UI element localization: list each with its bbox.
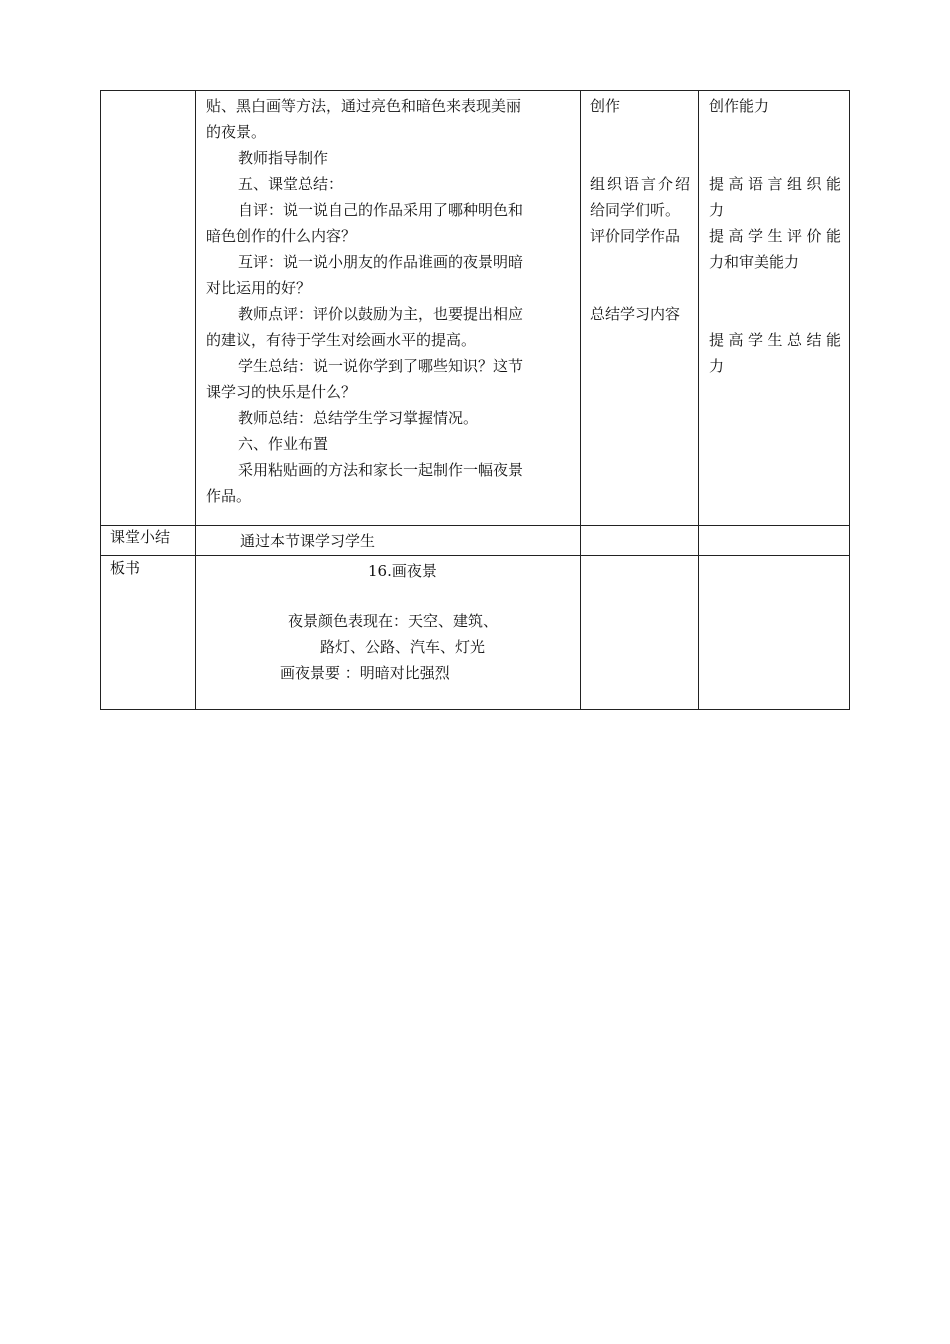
board-line-objects: 路灯、公路、汽车、灯光: [320, 638, 486, 656]
lesson-paragraph-line: 六、作业布置: [238, 435, 329, 453]
lesson-paragraph-line: 作品。: [206, 487, 252, 505]
lesson-paragraph-line: 的建议，有待于学生对绘画水平的提高。: [206, 331, 477, 349]
lesson-paragraph-line: 自评：说一说自己的作品采用了哪种明色和: [238, 201, 524, 219]
table-border-top: [100, 90, 850, 91]
table-border-right: [849, 90, 850, 710]
row-divider-board: [100, 555, 850, 556]
board-line-colors: 夜景颜色表现在：天空、建筑、: [288, 612, 499, 630]
lesson-paragraph-line: 暗色创作的什么内容？: [206, 227, 357, 245]
lesson-paragraph-line: 学生总结：说一说你学到了哪些知识？这节: [238, 357, 524, 375]
intent-evaluation-line1: 提高学生评价能: [709, 227, 841, 245]
activity-create: 创作: [590, 97, 621, 115]
lesson-paragraph-line: 五、课堂总结：: [238, 175, 344, 193]
summary-content: 通过本节课学习学生: [240, 532, 376, 550]
lesson-paragraph-line: 对比运用的好？: [206, 279, 312, 297]
activity-introduce-line2: 给同学们听。: [590, 201, 681, 219]
intent-language-line2: 力: [709, 201, 725, 219]
column-divider-2: [580, 90, 581, 710]
intent-summary-line1: 提高学生总结能: [709, 331, 841, 349]
lesson-paragraph-line: 课学习的快乐是什么？: [206, 383, 357, 401]
board-line-requirement: 画夜景要 ：明暗对比强烈: [280, 664, 450, 682]
column-divider-3: [698, 90, 699, 710]
summary-label: 课堂小结: [110, 528, 171, 546]
lesson-paragraph-line: 教师总结：总结学生学习掌握情况。: [238, 409, 479, 427]
intent-evaluation-line2: 力和审美能力: [709, 253, 800, 271]
intent-language-line1: 提高语言组织能: [709, 175, 841, 193]
activity-summarize: 总结学习内容: [590, 305, 681, 323]
lesson-paragraph-line: 教师点评：评价以鼓励为主，也要提出相应: [238, 305, 524, 323]
lesson-paragraph-line: 互评：说一说小朋友的作品谁画的夜景明暗: [238, 253, 524, 271]
activity-evaluate: 评价同学作品: [590, 227, 681, 245]
lesson-paragraph-line: 采用粘贴画的方法和家长一起制作一幅夜景: [238, 461, 524, 479]
row-divider-summary: [100, 525, 850, 526]
lesson-paragraph-line: 教师指导制作: [238, 149, 329, 167]
board-title: 16.画夜景: [368, 562, 437, 580]
lesson-paragraph-line: 的夜景。: [206, 123, 267, 141]
intent-creative-ability: 创作能力: [709, 97, 770, 115]
intent-summary-line2: 力: [709, 357, 725, 375]
lesson-process-cell: [206, 93, 572, 509]
student-activity-cell: [590, 93, 690, 327]
table-border-bottom: [100, 709, 850, 710]
column-divider-1: [195, 90, 196, 710]
lesson-paragraph-line: 贴、黑白画等方法，通过亮色和暗色来表现美丽: [206, 97, 522, 115]
design-intent-cell: [709, 93, 841, 379]
activity-introduce-line1: 组织语言介绍: [590, 175, 690, 193]
table-border-left: [100, 90, 101, 710]
board-label: 板书: [110, 559, 141, 577]
